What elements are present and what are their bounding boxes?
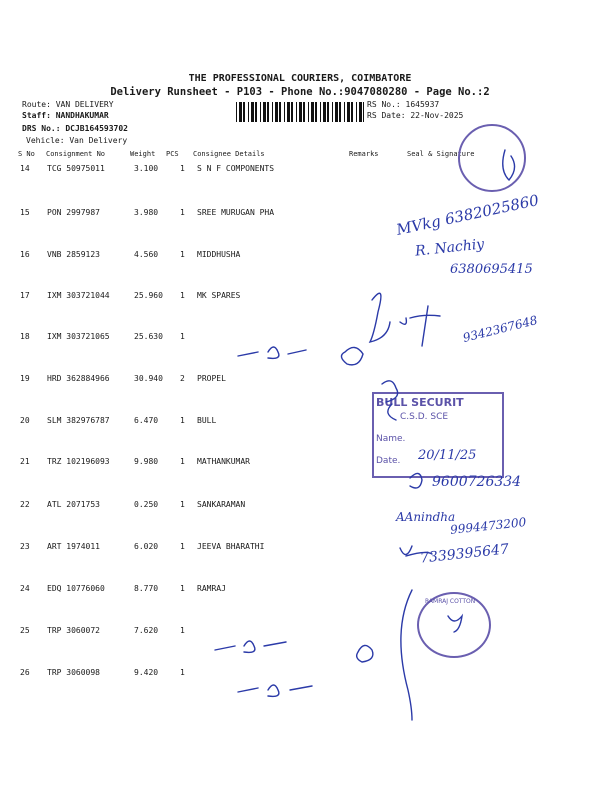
row-sno: 25 xyxy=(20,626,30,635)
stamp-date-label: Date. xyxy=(376,456,401,466)
row-consignment: TRZ 102196093 xyxy=(47,457,110,466)
row-weight: 4.560 xyxy=(134,250,159,259)
row-weight: 6.470 xyxy=(134,416,159,425)
signature-mark xyxy=(400,546,432,556)
handwritten-phone: 9342367648 xyxy=(461,312,539,346)
row-sno: 26 xyxy=(20,668,30,677)
signature-mark xyxy=(448,616,462,632)
signature-mark xyxy=(370,293,390,342)
signature-mark xyxy=(238,685,312,696)
row-pcs: 1 xyxy=(180,584,185,593)
row-sno: 17 xyxy=(20,291,30,300)
company-title: THE PROFESSIONAL COURIERS, COIMBATORE xyxy=(188,73,412,84)
signature-mark xyxy=(410,473,422,488)
rs-number: RS No.: 1645937 xyxy=(367,100,440,109)
col-seal: Seal & Signature xyxy=(407,150,475,158)
row-pcs: 1 xyxy=(180,626,185,635)
drs-label: DRS No.: DCJB164593702 xyxy=(22,124,128,133)
stamp-name-label: Name. xyxy=(376,434,406,444)
signature-mark xyxy=(341,347,363,364)
row-sno: 21 xyxy=(20,457,30,466)
row-consignee: BULL xyxy=(197,416,217,425)
stamp-company: BULL SECURIT xyxy=(376,396,464,409)
row-pcs: 1 xyxy=(180,457,185,466)
row-weight: 25.630 xyxy=(134,332,163,341)
row-weight: 30.940 xyxy=(134,374,163,383)
signature-mark xyxy=(238,347,306,358)
row-pcs: 1 xyxy=(180,500,185,509)
handwritten-name: AAnindha xyxy=(396,510,456,524)
row-consignment: ART 1974011 xyxy=(47,542,100,551)
row-weight: 3.100 xyxy=(134,164,159,173)
row-consignment: TCG 50975011 xyxy=(47,164,105,173)
vehicle-label: Vehicle: Van Delivery xyxy=(26,136,128,145)
row-pcs: 1 xyxy=(180,208,185,217)
row-pcs: 1 xyxy=(180,416,185,425)
row-consignment: TRP 3060072 xyxy=(47,626,100,635)
row-sno: 16 xyxy=(20,250,30,259)
col-sno: S No xyxy=(18,150,35,158)
handwritten-phone: MVkg 6382025860 xyxy=(394,191,541,239)
row-sno: 22 xyxy=(20,500,30,509)
route-label: Route: VAN DELIVERY xyxy=(22,100,114,109)
row-weight: 25.960 xyxy=(134,291,163,300)
handwritten-name: R. Nachiy xyxy=(414,236,485,260)
row-sno: 15 xyxy=(20,208,30,217)
row-consignee: PROPEL xyxy=(197,374,226,383)
signature-mark xyxy=(215,641,286,652)
row-weight: 0.250 xyxy=(134,500,159,509)
rs-date: RS Date: 22-Nov-2025 xyxy=(367,111,464,120)
stamp-division: C.S.D. SCE xyxy=(400,412,449,422)
row-consignee: MK SPARES xyxy=(197,291,241,300)
signature-mark xyxy=(357,645,373,662)
signature-mark xyxy=(503,150,515,180)
row-pcs: 1 xyxy=(180,250,185,259)
staff-label: Staff: NANDHAKUMAR xyxy=(22,111,109,120)
row-pcs: 1 xyxy=(180,668,185,677)
col-consignment: Consignment No xyxy=(46,150,106,158)
row-pcs: 1 xyxy=(180,542,185,551)
row-weight: 9.420 xyxy=(134,668,159,677)
row-weight: 9.980 xyxy=(134,457,159,466)
row-pcs: 1 xyxy=(180,164,185,173)
col-weight: Weight xyxy=(130,150,156,158)
handwritten-phone: 9600726334 xyxy=(432,474,522,490)
row-consignee: MATHANKUMAR xyxy=(197,457,250,466)
row-sno: 24 xyxy=(20,584,30,593)
runsheet-subtitle: Delivery Runsheet - P103 - Phone No.:9047080280 - Page No.:2 xyxy=(110,86,490,98)
row-consignment: VNB 2859123 xyxy=(47,250,100,259)
handwritten-phone: 6380695415 xyxy=(450,262,533,277)
row-weight: 6.020 xyxy=(134,542,159,551)
row-consignment: EDQ 10776060 xyxy=(47,584,105,593)
signature-mark xyxy=(401,590,412,720)
row-sno: 14 xyxy=(20,164,30,173)
row-pcs: 2 xyxy=(180,374,185,383)
row-consignment: IXM 303721044 xyxy=(47,291,110,300)
row-consignee: S N F COMPONENTS xyxy=(197,164,275,173)
row-sno: 18 xyxy=(20,332,30,341)
signature-mark xyxy=(400,306,440,346)
row-sno: 23 xyxy=(20,542,30,551)
row-sno: 19 xyxy=(20,374,30,383)
handwritten-phone: 9994473200 xyxy=(449,515,527,537)
stamp-date-value: 20/11/25 xyxy=(418,448,477,463)
row-weight: 7.620 xyxy=(134,626,159,635)
handwritten-phone: 7339395647 xyxy=(419,541,510,567)
col-remarks: Remarks xyxy=(349,150,379,158)
row-sno: 20 xyxy=(20,416,30,425)
col-consignee: Consignee Details xyxy=(193,150,265,158)
row-consignment: IXM 303721065 xyxy=(47,332,110,341)
col-pcs: PCS xyxy=(166,150,179,158)
seal-text: RAMRAJ COTTON xyxy=(425,598,476,605)
row-consignment: TRP 3060098 xyxy=(47,668,100,677)
row-consignee: MIDDHUSHA xyxy=(197,250,241,259)
row-pcs: 1 xyxy=(180,291,185,300)
row-consignee: RAMRAJ xyxy=(197,584,226,593)
row-consignment: PON 2997987 xyxy=(47,208,100,217)
row-pcs: 1 xyxy=(180,332,185,341)
row-consignment: SLM 382976787 xyxy=(47,416,110,425)
row-consignee: SANKARAMAN xyxy=(197,500,246,509)
row-weight: 8.770 xyxy=(134,584,159,593)
row-consignment: HRD 362884966 xyxy=(47,374,110,383)
row-consignee: SREE MURUGAN PHA xyxy=(197,208,275,217)
row-consignment: ATL 2071753 xyxy=(47,500,100,509)
row-consignee: JEEVA BHARATHI xyxy=(197,542,265,551)
signature-mark xyxy=(382,381,398,420)
row-weight: 3.980 xyxy=(134,208,159,217)
